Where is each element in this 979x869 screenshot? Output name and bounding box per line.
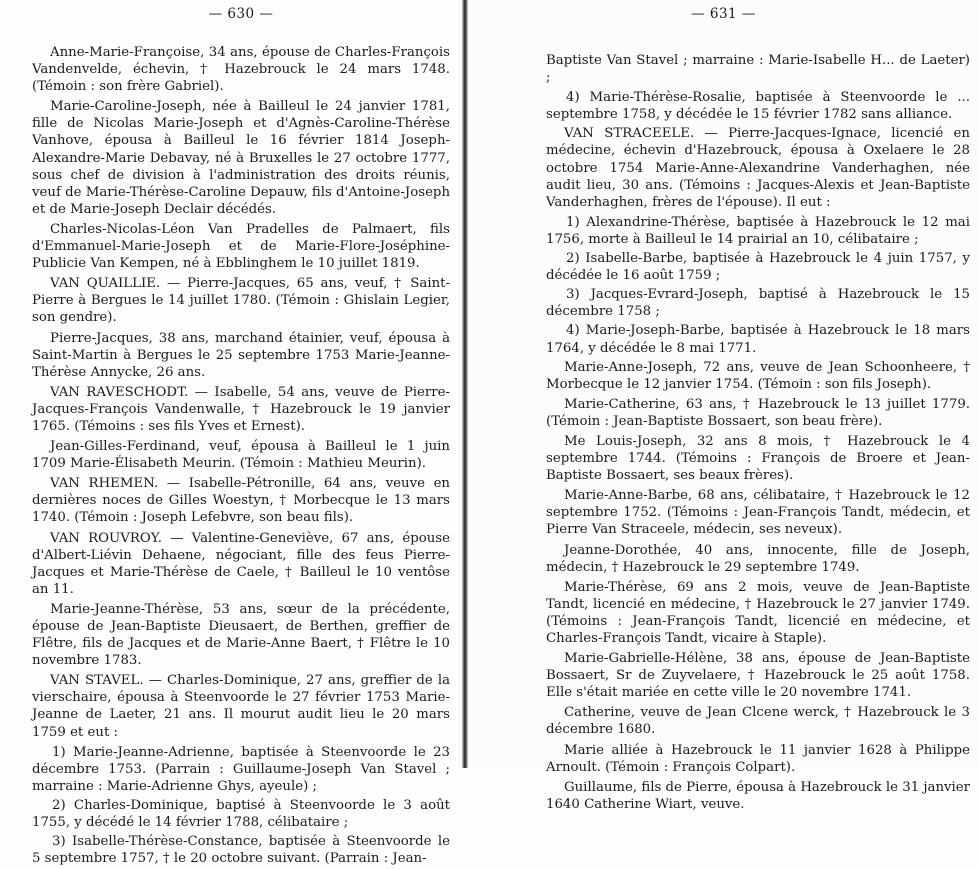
paragraph: Marie-Catherine, 63 ans, † Hazebrouck le 13 juillet 1779. (Témoin : Jean-Baptiste Bossaert, son beau frère).: [546, 396, 970, 429]
paragraph: Jean-Gilles-Ferdinand, veuf, épousa à Bailleul le 1 juin 1709 Marie-Élisabeth Meurin. (Témoin : Mathieu Meurin).: [32, 439, 450, 472]
child-entry: 1) Marie-Jeanne-Adrienne, baptisée à Steenvoorde le 23 décembre 1753. (Parrain : Guillaume-Joseph Van Stavel ; marraine : Marie-Adrienne Ghys, ayeule) ;: [32, 744, 450, 794]
page-number: — 630 —: [208, 6, 274, 22]
paragraph: VAN ROUVROY. — Valentine-Geneviève, 67 ans, épouse d'Albert-Liévin Dehaene, négociant, fille des feus Pierre-Jacques et Marie-Thérèse de Caele, † Bailleul le 10 ventôse an 11.: [32, 530, 450, 597]
left-page-text: [32, 44, 450, 869]
paragraph: Marie-Jeanne-Thérèse, 53 ans, sœur de la précédente, épouse de Jean-Baptiste Dieusaert, de Berthen, greffier de Flêtre, fils de Jacques et de Marie-Anne Baert, † Flêtre le 10 novembre 1783.: [32, 601, 450, 669]
paragraph: Marie-Thérèse, 69 ans 2 mois, veuve de Jean-Baptiste Tandt, licencié en médecine, † Hazebrouck le 27 janvier 1749. (Témoins : Jean-François Tandt, licencié en médecine, et Charles-François Tandt, vicaire à Staple).: [546, 579, 970, 646]
paragraph: VAN RHEMEN. — Isabelle-Pétronille, 64 ans, veuve en dernières noces de Gilles Woestyn, † Morbecque le 13 mars 1740. (Témoin : Joseph Lefebvre, son beau fils).: [32, 476, 450, 526]
paragraph: Marie-Gabrielle-Hélène, 38 ans, épouse de Jean-Baptiste Bossaert, Sr de Zuyvelaere, † Hazebrouck le 25 août 1758. Elle s'était mariée en cette ville le 20 novembre 1741.: [546, 651, 970, 701]
paragraph: Jeanne-Dorothée, 40 ans, innocente, fille de Joseph, médecin, † Hazebrouck le 29 septembre 1749.: [546, 542, 970, 575]
right-page: [468, 0, 979, 812]
paragraph: Marie-Anne-Joseph, 72 ans, veuve de Jean Schoonheere, † Morbecque le 12 janvier 1754. (Témoin : son fils Joseph).: [546, 359, 970, 392]
paragraph: Marie-Caroline-Joseph, née à Bailleul le 24 janvier 1781, fille de Nicolas Marie-Joseph et d'Agnès-Caroline-Thérèse Vanhove, épousa à Bailleul le 16 février 1814 Joseph-Alexandre-Marie Debavay, né à Bruxelles le 27 octobre 1777, sous chef de division à l'administration des droits réunis, veuf de Marie-Thérèse-Caroline Depauw, fils d'Antoine-Joseph et de Marie-Joseph Declair décédés.: [32, 99, 451, 217]
paragraph: VAN STAVEL. — Charles-Dominique, 27 ans, greffier de la vierschaire, épousa à Steenvoorde le 27 février 1753 Marie-Jeanne de Laeter, 21 ans. Il mourut audit lieu le 20 mars 1759 et eut :: [32, 673, 450, 740]
paragraph: Marie alliée à Hazebrouck le 11 janvier 1628 à Philippe Arnoult. (Témoin : François Colpart).: [546, 742, 970, 775]
child-entry: 4) Marie-Joseph-Barbe, baptisée à Hazebrouck le 18 mars 1764, y décédée le 8 mai 1771.: [546, 323, 970, 356]
left-page: [0, 0, 466, 867]
paragraph: Charles-Nicolas-Léon Van Pradelles de Palmaert, fils d'Emmanuel-Marie-Joseph et de Marie-Flore-Joséphine-Publicie Van Kempen, né à Ebblinghem le 10 juillet 1819.: [32, 221, 450, 272]
paragraph: Marie-Anne-Barbe, 68 ans, célibataire, † Hazebrouck le 12 septembre 1752. (Témoins : Jean-François Tandt, médecin, et Pierre Van Straceele, médecin, ses neveux).: [546, 488, 970, 538]
paragraph: Baptiste Van Stavel ; marraine : Marie-Isabelle H... de Laeter) ;: [546, 53, 970, 86]
paragraph: Anne-Marie-Françoise, 34 ans, épouse de Charles-François Vandenvelde, échevin, † Hazebrouck le 24 mars 1748. (Témoin : son frère Gabriel).: [32, 45, 450, 95]
child-entry: 2) Charles-Dominique, baptisé à Steenvoorde le 3 août 1755, y décédé le 14 février 1788, célibataire ;: [32, 797, 450, 831]
paragraph: Me Louis-Joseph, 32 ans 8 mois, † Hazebrouck le 4 septembre 1744. (Témoins : François de Broere et Jean-Baptiste Bossaert, ses beaux frères).: [546, 433, 970, 484]
paragraph: Catherine, veuve de Jean Clcene werck, † Hazebrouck le 3 décembre 1680.: [546, 705, 970, 738]
paragraph: Pierre-Jacques, 38 ans, marchand étainier, veuf, épousa à Saint-Martin à Bergues le 25 septembre 1753 Marie-Jeanne-Thérèse Annycke, 26 ans.: [32, 330, 450, 380]
paragraph: Guillaume, fils de Pierre, épousa à Hazebrouck le 31 janvier 1640 Catherine Wiart, veuve.: [546, 779, 970, 812]
right-page-text: [546, 52, 970, 816]
page-number: — 631 —: [691, 6, 756, 22]
child-entry: 1) Alexandrine-Thérèse, baptisée à Hazebrouck le 12 mai 1756, morte à Bailleul le 14 prairial an 10, célibataire ;: [546, 214, 970, 247]
paragraph: VAN RAVESCHODT. — Isabelle, 54 ans, veuve de Pierre-Jacques-François Vandenwalle, † Hazebrouck le 19 janvier 1765. (Témoins : ses fils Yves et Ernest).: [32, 384, 450, 434]
child-entry: 3) Jacques-Evrard-Joseph, baptisé à Hazebrouck le 15 décembre 1758 ;: [546, 287, 970, 320]
child-entry: 2) Isabelle-Barbe, baptisée à Hazebrouck le 4 juin 1757, y décédée le 16 août 1759 ;: [546, 251, 970, 284]
paragraph: VAN STRACEELE. — Pierre-Jacques-Ignace, licencié en médecine, échevin d'Hazebrouck, épousa à Oxelaere le 28 octobre 1754 Marie-Anne-Alexandrine Vanderhaghen, née audit lieu, 30 ans. (Témoins : Jacques-Alexis et Jean-Baptiste Vanderhaghen, frères de l'épouse). Il eut :: [546, 126, 970, 210]
child-entry: 3) Isabelle-Thérèse-Constance, baptisée à Steenvoorde le 5 septembre 1757, † le 20 octobre suivant. (Parrain : Jean-: [32, 834, 450, 867]
child-entry: 4) Marie-Thérèse-Rosalie, baptisée à Steenvoorde le ... septembre 1758, y décédée le 15 février 1782 sans alliance.: [546, 90, 970, 123]
paragraph: VAN QUAILLIE. — Pierre-Jacques, 65 ans, veuf, † Saint-Pierre à Bergues le 14 juillet 1780. (Témoin : Ghislain Legier, son gendre).: [32, 276, 450, 326]
